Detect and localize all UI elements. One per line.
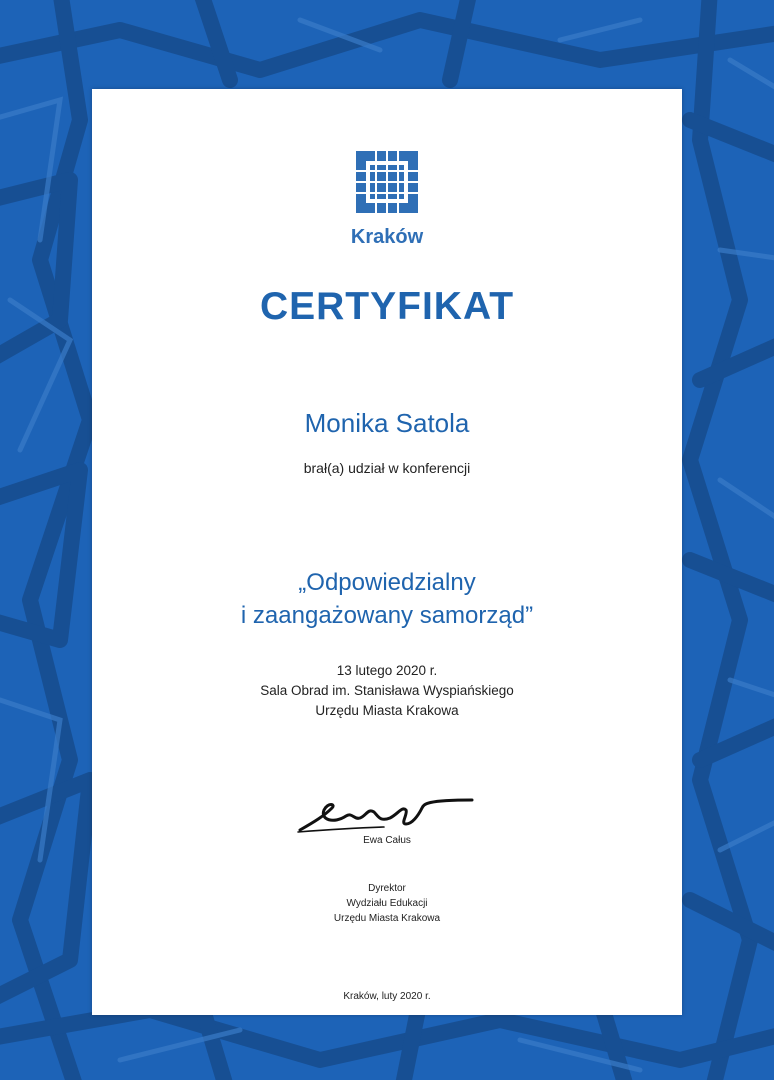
recipient-name: Monika Satola — [304, 408, 470, 438]
certificate-sheet — [92, 89, 682, 1015]
signer-institution: Urzędu Miasta Krakowa — [333, 913, 441, 924]
event-date: 13 lutego 2020 r. — [336, 663, 438, 678]
krakow-logo-icon — [356, 151, 418, 213]
participation-text: brał(a) udział w konferencji — [303, 460, 471, 476]
signer-name: Ewa Całus — [363, 835, 411, 846]
event-venue-line-2: Urzędu Miasta Krakowa — [315, 703, 459, 718]
signer-role — [92, 881, 682, 926]
conference-title-line-2: i zaangażowany samorząd” — [240, 602, 534, 629]
signer-position: Dyrektor — [368, 883, 406, 894]
city-name: Kraków — [350, 226, 424, 248]
signer-department: Wydziału Edukacji — [346, 898, 428, 909]
signature-icon — [294, 794, 474, 836]
conference-title — [92, 566, 682, 632]
event-venue-line-1: Sala Obrad im. Stanisława Wyspiańskiego — [260, 683, 514, 698]
footer-place-date: Kraków, luty 2020 r. — [343, 991, 431, 1002]
conference-title-line-1: „Odpowiedzialny — [298, 569, 476, 596]
event-details — [92, 661, 682, 721]
certificate-title: CERTYFIKAT — [259, 285, 515, 328]
